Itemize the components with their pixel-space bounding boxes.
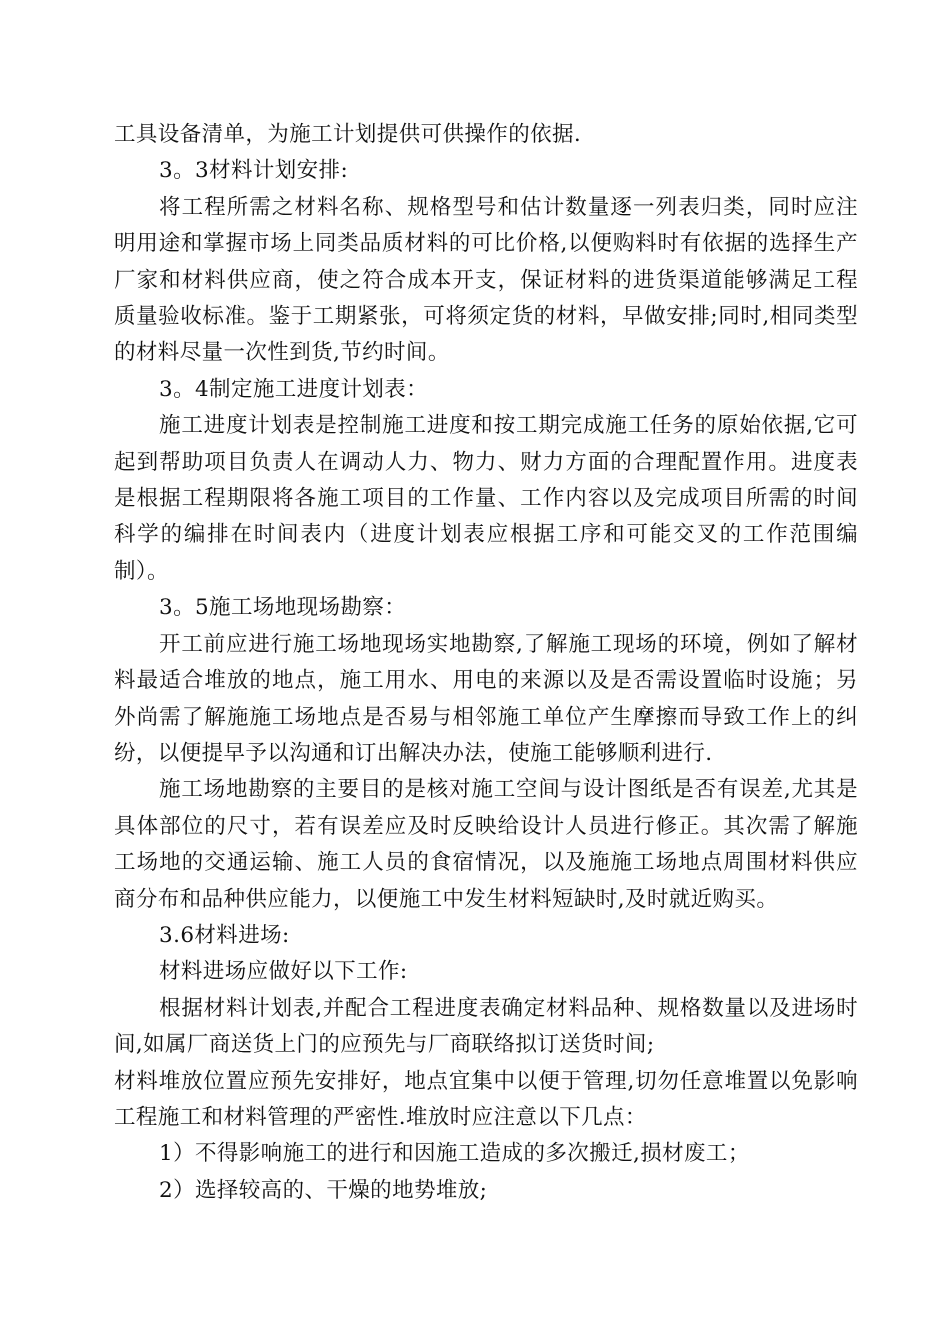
paragraph: 工具设备清单，为施工计划提供可供操作的依据. [114,122,582,147]
paragraph: 3。3材料计划安排: [159,158,349,184]
paragraph: 材料进场应做好以下工作: [159,959,408,985]
paragraph: 3。5施工场地现场勘察： [159,595,407,621]
paragraph: 3.6材料进场: [159,922,290,948]
paragraph: 2）选择较高的、干燥的地势堆放; [159,1177,488,1203]
paragraph: 材料堆放位置应预先安排好，地点宜集中以便于管理,切勿任意堆置以免影响工程施工和材料管理的严密性.堆放时应注意以下几点： [114,1068,858,1130]
paragraph: 开工前应进行施工场地现场实地勘察,了解施工现场的环境，例如了解材料最适合堆放的地点，施工用水、用电的来源以及是否需设置临时设施；另外尚需了解施施工场地点是否易与相邻施工单位产生摩擦而导致工作上的纠纷，以便提早予以沟通和订出解决办法，使施工能够顺利进行. [114,631,858,766]
document-body [114,117,858,1209]
paragraph: 施工进度计划表是控制施工进度和按工期完成施工任务的原始依据,它可起到帮助项目负责人在调动人力、物力、财力方面的合理配置作用。进度表是根据工程期限将各施工项目的工作量、工作内容以及完成项目所需的时间科学的编排在时间表内（进度计划表应根据工序和可能交叉的工作范围编制）。 [114,413,858,584]
paragraph: 将工程所需之材料名称、规格型号和估计数量逐一列表归类，同时应注明用途和掌握市场上同类品质材料的可比价格,以便购料时有依据的选择生产厂家和材料供应商，使之符合成本开支，保证材料的进货渠道能够满足工程质量验收标准。鉴于工期紧张，可将须定货的材料，早做安排;同时,相同类型的材料尽量一次性到货,节约时间。 [114,194,858,366]
paragraph: 根据材料计划表,并配合工程进度表确定材料品种、规格数量以及进场时间,如属厂商送货上门的应预先与厂商联络拟订送货时间; [114,995,858,1058]
paragraph: 3。4制定施工进度计划表： [159,376,429,402]
paragraph: 1）不得影响施工的进行和因施工造成的多次搬迁,损材废工； [159,1141,750,1167]
paragraph: 施工场地勘察的主要目的是核对施工空间与设计图纸是否有误差,尤其是具体部位的尺寸，若有误差应及时反映给设计人员进行修正。其次需了解施工场地的交通运输、施工人员的食宿情况，以及施施工场地点周围材料供应商分布和品种供应能力，以便施工中发生材料短缺时,及时就近购买。 [114,777,858,912]
